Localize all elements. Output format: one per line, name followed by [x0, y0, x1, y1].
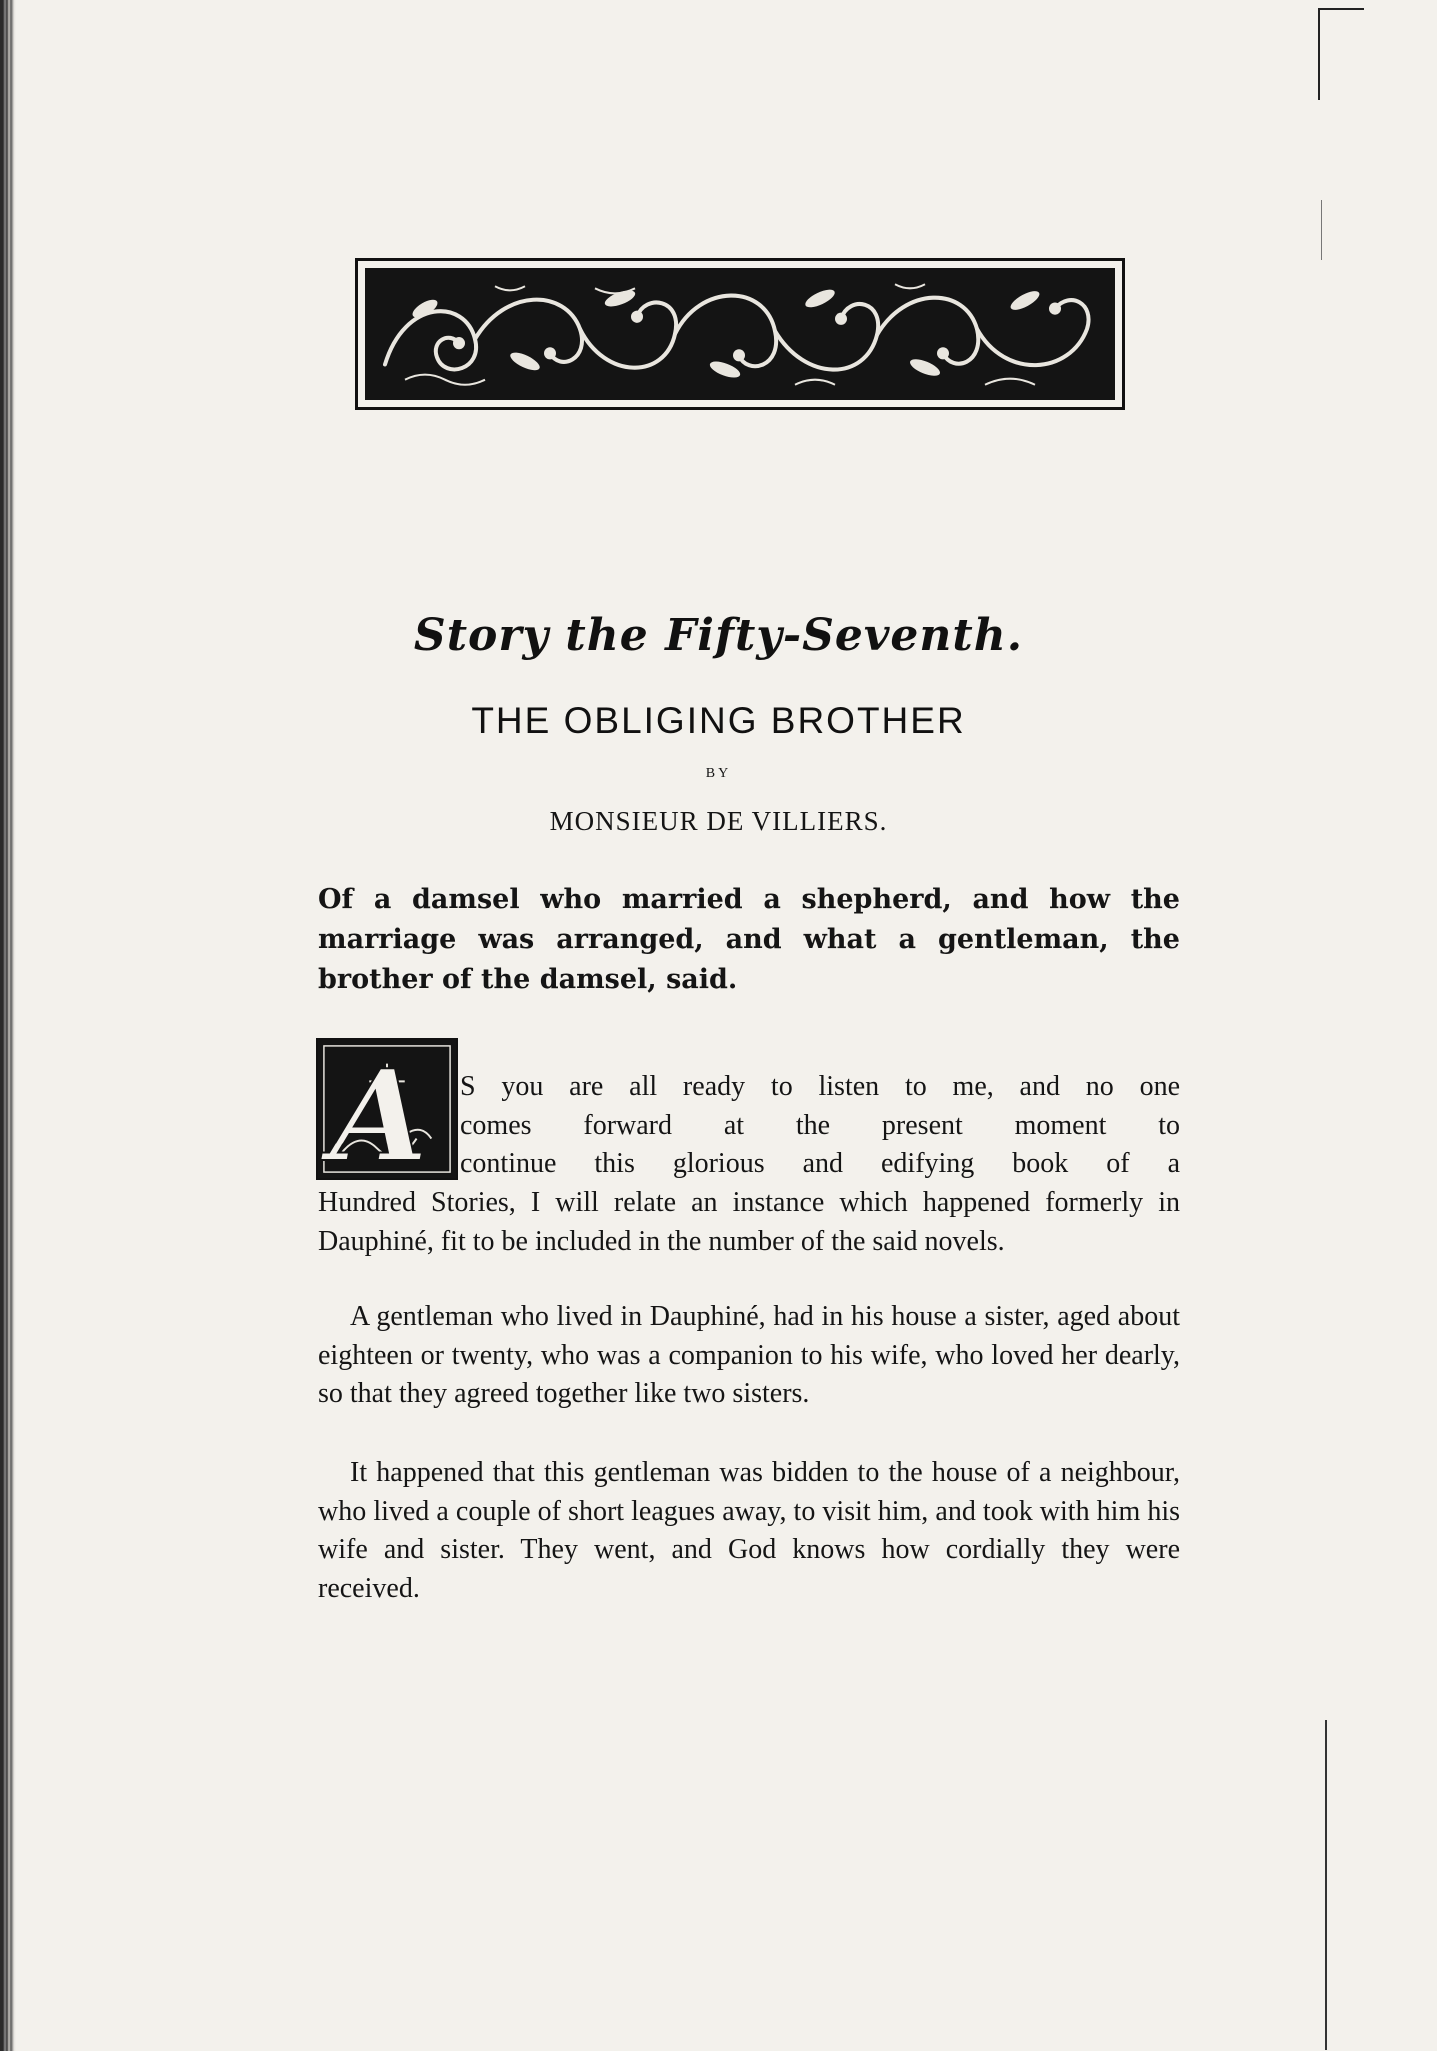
story-heading: THE OBLIGING BROTHER [471, 700, 966, 741]
page-scan-edge-left [0, 0, 16, 2051]
page-scan-corner-mark-vertical [1318, 8, 1320, 100]
paragraph-1-rest: Hundred Stories, I will relate an instance which happened formerly in Dauphiné, fit to be included in the number of the said novels. [318, 1187, 1180, 1257]
paragraph-3: It happened that this gentleman was bidden to the house of a neighbour, who lived a couple of short leagues away, to visit him, and took with him his wife and sister. They went, and God knows how cordially they were received. [318, 1457, 1180, 1605]
paragraph-1-lead-line-2: comes forward at the present moment to [460, 1109, 1180, 1141]
paragraph-1-lead-line-1: S you are all ready to listen to me, and no one [460, 1071, 1180, 1102]
author-name: MONSIEUR DE VILLIERS. [549, 806, 888, 836]
ornamental-headpiece [355, 258, 1125, 410]
story-title: Story the Fifty-Seventh. [413, 610, 1024, 661]
page-scan-edge-right [1321, 200, 1322, 260]
drop-cap-letter: A [330, 1042, 429, 1178]
page-scan-corner-mark [1318, 8, 1364, 10]
paragraph-2: A gentleman who lived in Dauphiné, had in his house a sister, aged about eighteen or twenty, who was a companion to his wife, who loved her dearly, so that they agreed together like two sisters. [318, 1301, 1180, 1410]
page-scan-edge-right-bottom [1325, 1720, 1327, 2050]
story-summary: Of a damsel who married a shepherd, and how the marriage was arranged, and what a gentleman, the brother of the damsel, said. [318, 884, 1180, 995]
floral-scroll-headpiece-icon [365, 268, 1115, 400]
paragraph-1-lead-line-3: continue this glorious and edifying book of a [460, 1148, 1180, 1180]
by-line: BY [705, 766, 732, 781]
paragraph-1 [318, 1068, 1180, 1262]
